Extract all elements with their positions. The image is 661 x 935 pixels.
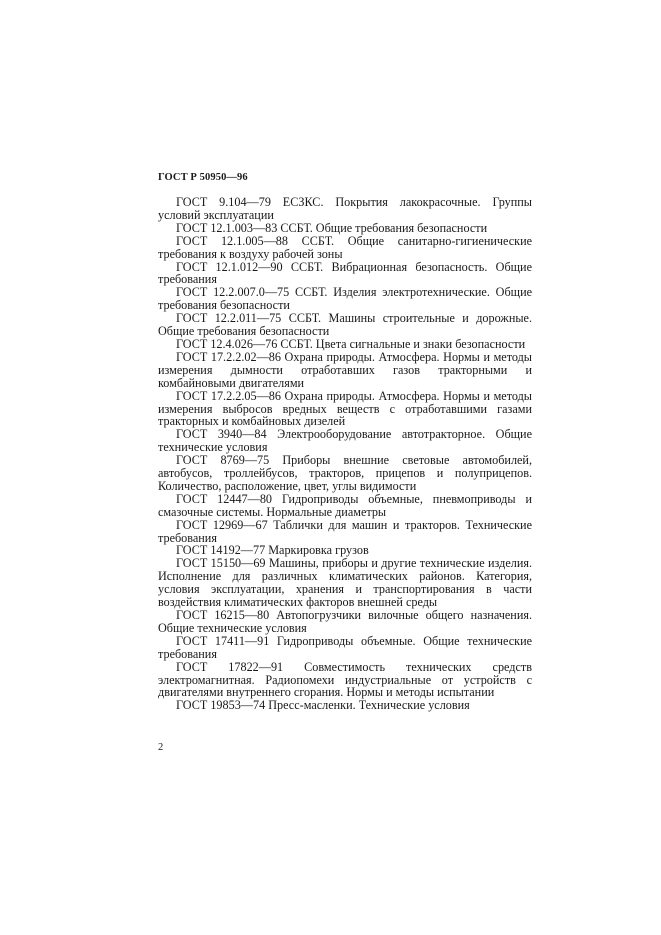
references-list <box>158 196 532 712</box>
reference-entry: ГОСТ 12.1.012—90 ССБТ. Вибрационная безопасность. Общие требования <box>158 259 532 287</box>
reference-entry: ГОСТ 16215—80 Автопогрузчики вилочные общего назначения. Общие технические условия <box>158 608 532 635</box>
reference-entry: ГОСТ 12.1.003—83 ССБТ. Общие требования безопасности <box>176 220 488 235</box>
reference-entry: ГОСТ 12.2.007.0—75 ССБТ. Изделия электротехнические. Общие требования безопасности <box>158 285 532 313</box>
reference-entry: ГОСТ 12.4.026—76 ССБТ. Цвета сигнальные и знаки безопасности <box>176 336 526 351</box>
reference-entry: ГОСТ 19853—74 Пресс-масленки. Технические условия <box>176 698 470 713</box>
reference-entry: ГОСТ 12.1.005—88 ССБТ. Общие санитарно-гигиенические требования к воздуху рабочей зоны <box>158 233 532 261</box>
reference-entry: ГОСТ 17.2.2.02—86 Охрана природы. Атмосфера. Нормы и методы измерения дымности отработавших газов тракторными и комбайновыми двигателями <box>158 349 532 390</box>
reference-entry: ГОСТ 8769—75 Приборы внешние световые автомобилей, автобусов, троллейбусов, тракторов, прицепов и полуприцепов. Количество, расположение, цвет, углы видимости <box>158 453 532 493</box>
reference-entry: ГОСТ 12.2.011—75 ССБТ. Машины строительные и дорожные. Общие требования безопасности <box>158 311 532 339</box>
reference-entry: ГОСТ 9.104—79 ЕСЗКС. Покрытия лакокрасочные. Группы условий эксплуатации <box>158 195 532 222</box>
reference-entry: ГОСТ 17822—91 Совместимость технических средств электромагнитная. Радиопомехи индустриальные от устройств с двигателями внутреннего сгорания. Нормы и методы испытании <box>158 659 532 700</box>
reference-entry: ГОСТ 12447—80 Гидроприводы объемные, пневмоприводы и смазочные системы. Нормальные диаметры <box>158 491 532 519</box>
reference-entry: ГОСТ 12969—67 Таблички для машин и тракторов. Технические требования <box>158 517 532 545</box>
reference-entry: ГОСТ 14192—77 Маркировка грузов <box>176 543 369 558</box>
document-header: ГОСТ Р 50950—96 <box>158 172 248 183</box>
page-number: 2 <box>158 742 164 753</box>
reference-entry: ГОСТ 15150—69 Машины, приборы и другие технические изделия. Исполнение для различных климатических районов. Категория, условия эксплуатации, хранения и транспортирования в части воздействия климатических факторов внешней среды <box>158 556 532 610</box>
reference-entry: ГОСТ 3940—84 Электрооборудование автотракторное. Общие технические условия <box>158 427 532 455</box>
reference-entry: ГОСТ 17411—91 Гидроприводы объемные. Общие технические требования <box>158 633 532 661</box>
reference-entry: ГОСТ 17.2.2.05—86 Охрана природы. Атмосфера. Нормы и методы измерения выбросов вредных веществ с отработавшими газами тракторных и комбайновых дизелей <box>158 388 532 429</box>
